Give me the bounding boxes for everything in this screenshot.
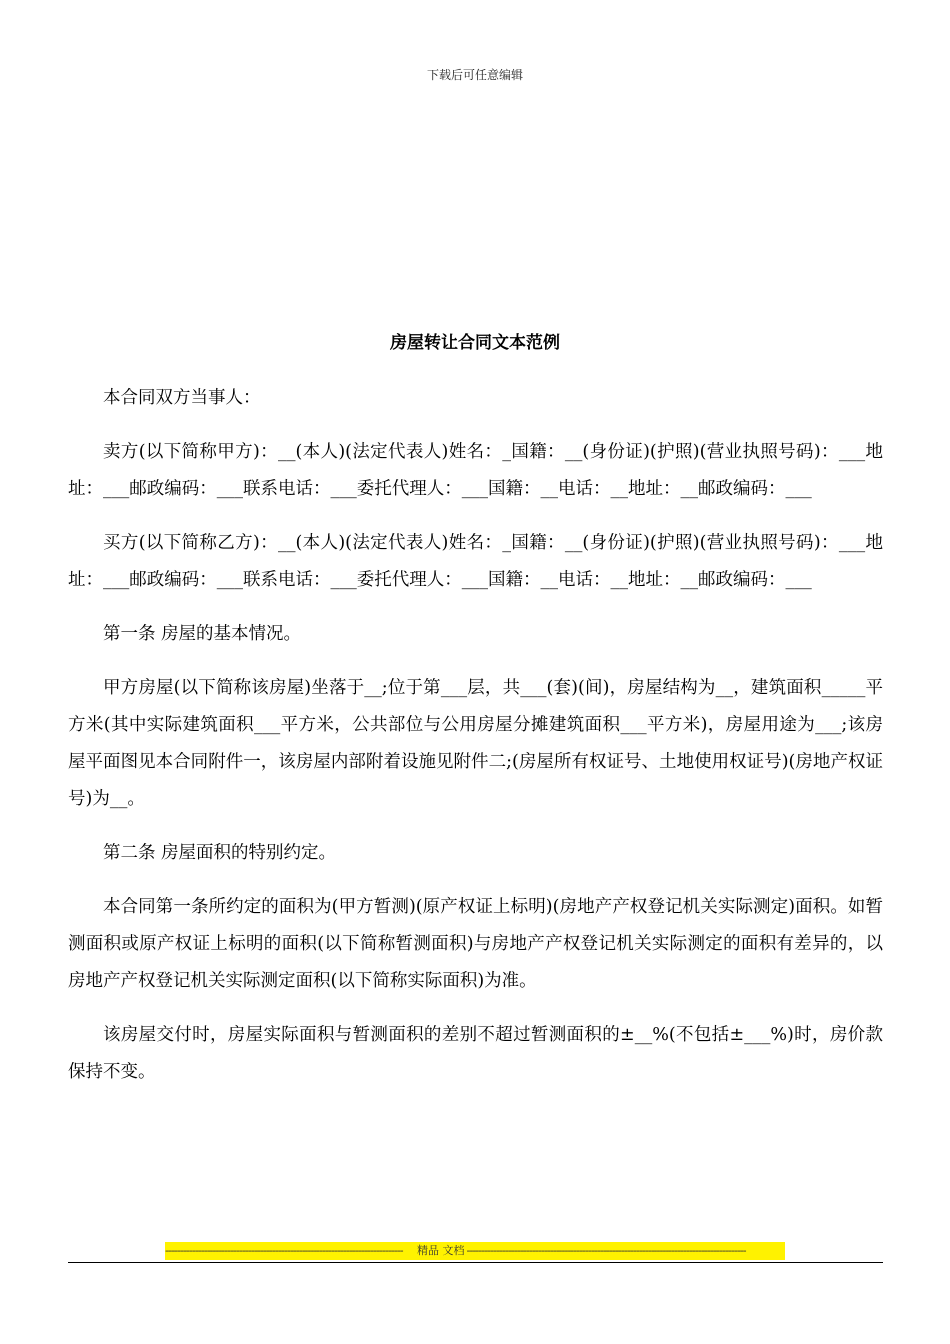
paragraph-buyer: 买方(以下简称乙方)：__(本人)(法定代表人)姓名：_国籍：__(身份证)(护照)(营业执照号码)：___地址：___邮政编码：___联系电话：___委托代理人：___国籍：__电话：__地址：__邮政编码：___ bbox=[68, 533, 883, 590]
footer-dashes-right: ---------------------------------------------------------------------------------------------- bbox=[466, 1244, 746, 1257]
paragraph-area-tolerance: 该房屋交付时，房屋实际面积与暂测面积的差别不超过暂测面积的±__%(不包括±___%)时，房价款保持不变。 bbox=[68, 1025, 883, 1082]
paragraph-area-agreement: 本合同第一条所约定的面积为(甲方暂测)(原产权证上标明)(房地产产权登记机关实际测定)面积。如暂测面积或原产权证上标明的面积(以下简称暂测面积)与房地产产权登记机关实际测定的面积有差异的，以房地产产权登记机关实际测定面积(以下简称实际面积)为准。 bbox=[68, 897, 883, 991]
document-body bbox=[68, 380, 883, 1108]
footer-dashes-left: -------------------------------------------------------------------------------- bbox=[165, 1244, 403, 1257]
paragraph-seller: 卖方(以下简称甲方)：__(本人)(法定代表人)姓名：_国籍：__(身份证)(护照)(营业执照号码)：___地址：___邮政编码：___联系电话：___委托代理人：___国籍：__电话：__地址：__邮政编码：___ bbox=[68, 442, 883, 499]
document-title: 房屋转让合同文本范例 bbox=[390, 333, 560, 353]
paragraph-parties-intro: 本合同双方当事人： bbox=[103, 388, 261, 408]
article-1-heading: 第一条 房屋的基本情况。 bbox=[103, 624, 302, 644]
footer-rule bbox=[68, 1262, 883, 1263]
page-header-note: 下载后可任意编辑 bbox=[426, 68, 523, 82]
paragraph-house-basics: 甲方房屋(以下简称该房屋)坐落于__;位于第___层，共___(套)(间)，房屋结构为__，建筑面积_____平方米(其中实际建筑面积___平方米，公共部位与公用房屋分摊建筑面积___平方米)，房屋用途为___;该房屋平面图见本合同附件一，该房屋内部附着设施见附件二;(房屋所有权证号、土地使用权证号)(房地产权证号)为__。 bbox=[68, 678, 883, 809]
article-2-heading: 第二条 房屋面积的特别约定。 bbox=[103, 843, 337, 863]
footer-banner bbox=[165, 1242, 785, 1260]
footer-label: 精品 文档 bbox=[417, 1244, 465, 1257]
